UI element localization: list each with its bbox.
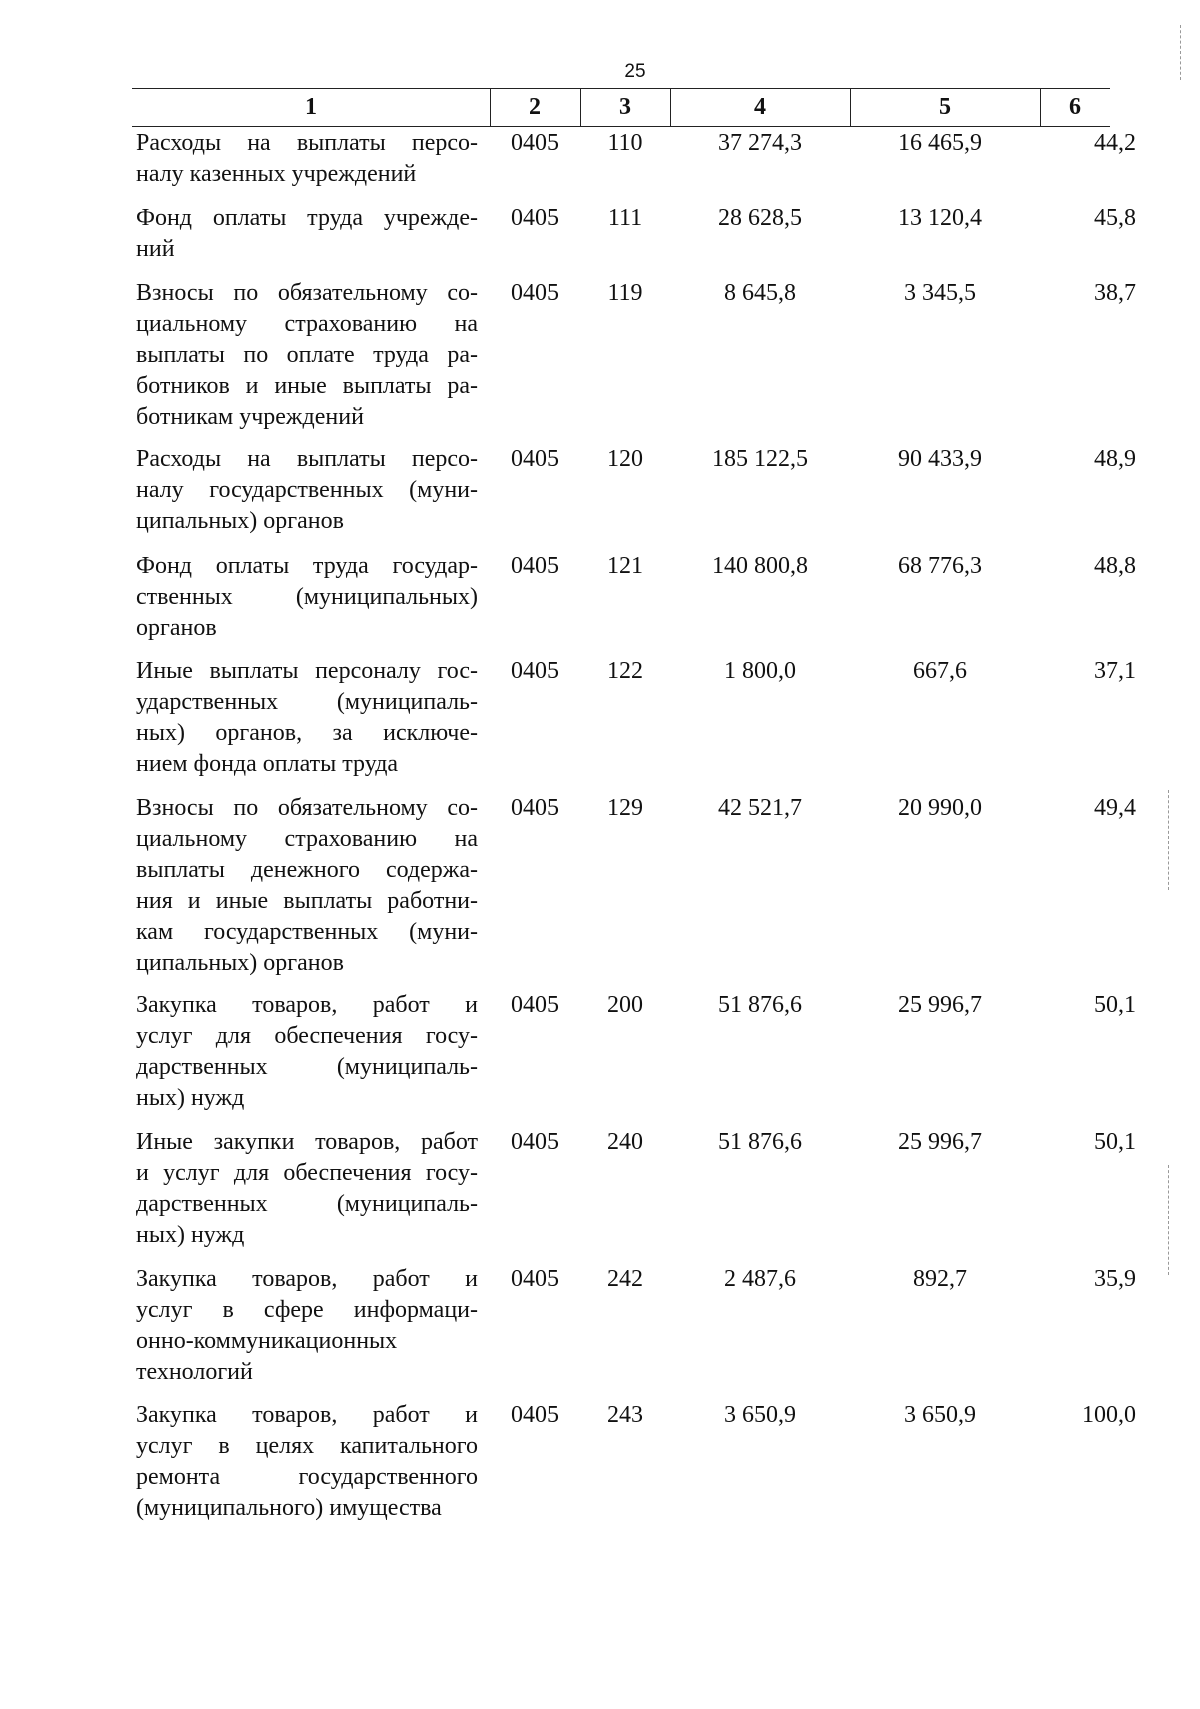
cell-code: 122: [607, 658, 643, 684]
cell-percent: 50,1: [1094, 1129, 1136, 1155]
cell-section: 0405: [511, 795, 559, 821]
description-line: Расходы на выплаты персо-: [136, 446, 478, 472]
cell-actual: 68 776,3: [898, 553, 982, 579]
cell-section: 0405: [511, 1266, 559, 1292]
description-line: органов: [136, 615, 217, 641]
cell-actual: 3 345,5: [904, 280, 976, 306]
cell-actual: 25 996,7: [898, 992, 982, 1018]
description-line: ния и иные выплаты работни-: [136, 888, 478, 914]
table-header: [132, 88, 1110, 127]
cell-section: 0405: [511, 130, 559, 156]
description-line: ботников и иные выплаты ра-: [136, 373, 478, 399]
description-line: Расходы на выплаты персо-: [136, 130, 478, 156]
cell-percent: 38,7: [1094, 280, 1136, 306]
description-line: ний: [136, 236, 175, 262]
cell-code: 121: [607, 553, 643, 579]
header-col-4: 4: [754, 94, 766, 120]
description-line: (муниципального) имущества: [136, 1495, 442, 1521]
description-line: дарственных (муниципаль-: [136, 1054, 478, 1080]
description-line: Фонд оплаты труда учрежде-: [136, 205, 478, 231]
cell-plan: 1 800,0: [724, 658, 796, 684]
cell-percent: 37,1: [1094, 658, 1136, 684]
cell-percent: 49,4: [1094, 795, 1136, 821]
cell-description: [136, 278, 478, 433]
description-line: выплаты по оплате труда ра-: [136, 342, 478, 368]
description-line: ципальных) органов: [136, 508, 344, 534]
description-line: услуг для обеспечения госу-: [136, 1023, 478, 1049]
cell-section: 0405: [511, 446, 559, 472]
cell-actual: 892,7: [913, 1266, 967, 1292]
header-col-5: 5: [939, 94, 951, 120]
cell-code: 129: [607, 795, 643, 821]
cell-actual: 20 990,0: [898, 795, 982, 821]
header-col-1: 1: [305, 94, 317, 120]
cell-actual: 25 996,7: [898, 1129, 982, 1155]
cell-percent: 50,1: [1094, 992, 1136, 1018]
cell-percent: 48,8: [1094, 553, 1136, 579]
cell-description: [136, 656, 478, 780]
cell-description: [136, 128, 478, 190]
description-line: циальному страхованию на: [136, 311, 478, 337]
description-line: Фонд оплаты труда государ-: [136, 553, 478, 579]
cell-plan: 2 487,6: [724, 1266, 796, 1292]
cell-description: [136, 1400, 478, 1524]
cell-percent: 48,9: [1094, 446, 1136, 472]
cell-code: 243: [607, 1402, 643, 1428]
cell-actual: 667,6: [913, 658, 967, 684]
header-col-6: 6: [1069, 94, 1081, 120]
cell-section: 0405: [511, 1402, 559, 1428]
description-line: ципальных) органов: [136, 950, 344, 976]
cell-percent: 35,9: [1094, 1266, 1136, 1292]
description-line: ных) органов, за исключе-: [136, 720, 478, 746]
description-line: ремонта государственного: [136, 1464, 478, 1490]
cell-section: 0405: [511, 1129, 559, 1155]
cell-section: 0405: [511, 658, 559, 684]
cell-description: [136, 793, 478, 979]
cell-description: [136, 1127, 478, 1251]
cell-plan: 42 521,7: [718, 795, 802, 821]
cell-plan: 3 650,9: [724, 1402, 796, 1428]
description-line: кам государственных (муни-: [136, 919, 478, 945]
cell-percent: 45,8: [1094, 205, 1136, 231]
cell-section: 0405: [511, 205, 559, 231]
cell-code: 242: [607, 1266, 643, 1292]
description-line: Закупка товаров, работ и: [136, 1402, 478, 1428]
description-line: дарственных (муниципаль-: [136, 1191, 478, 1217]
cell-actual: 90 433,9: [898, 446, 982, 472]
page-number: 25: [624, 61, 646, 82]
cell-section: 0405: [511, 280, 559, 306]
description-line: циальному страхованию на: [136, 826, 478, 852]
cell-actual: 16 465,9: [898, 130, 982, 156]
description-line: ных) нужд: [136, 1222, 245, 1248]
description-line: Взносы по обязательному со-: [136, 280, 478, 306]
description-line: Закупка товаров, работ и: [136, 1266, 478, 1292]
cell-description: [136, 444, 478, 537]
cell-code: 240: [607, 1129, 643, 1155]
description-line: Закупка товаров, работ и: [136, 992, 478, 1018]
cell-description: [136, 990, 478, 1114]
description-line: ных) нужд: [136, 1085, 245, 1111]
cell-actual: 3 650,9: [904, 1402, 976, 1428]
description-line: налу казенных учреждений: [136, 161, 417, 187]
description-line: и услуг для обеспечения госу-: [136, 1160, 478, 1186]
cell-code: 200: [607, 992, 643, 1018]
description-line: Иные закупки товаров, работ: [136, 1129, 478, 1155]
description-line: выплаты денежного содержа-: [136, 857, 478, 883]
header-col-2: 2: [529, 94, 541, 120]
description-line: ударственных (муниципаль-: [136, 689, 478, 715]
description-line: услуг в целях капитального: [136, 1433, 478, 1459]
cell-plan: 37 274,3: [718, 130, 802, 156]
cell-plan: 51 876,6: [718, 1129, 802, 1155]
cell-description: [136, 551, 478, 644]
cell-section: 0405: [511, 553, 559, 579]
cell-description: [136, 203, 478, 265]
cell-plan: 51 876,6: [718, 992, 802, 1018]
cell-plan: 140 800,8: [712, 553, 808, 579]
header-col-3: 3: [619, 94, 631, 120]
description-line: ботникам учреждений: [136, 404, 364, 430]
description-line: нием фонда оплаты труда: [136, 751, 399, 777]
cell-plan: 8 645,8: [724, 280, 796, 306]
description-line: ственных (муниципальных): [136, 584, 478, 610]
scan-margin-mark: [1168, 1165, 1169, 1275]
scan-margin-mark: [1168, 790, 1169, 890]
cell-plan: 185 122,5: [712, 446, 808, 472]
description-line: технологий: [136, 1359, 253, 1385]
cell-code: 111: [607, 205, 643, 231]
cell-plan: 28 628,5: [718, 205, 802, 231]
scan-margin-mark: [1180, 25, 1181, 80]
description-line: Иные выплаты персоналу гос-: [136, 658, 478, 684]
description-line: Взносы по обязательному со-: [136, 795, 478, 821]
cell-code: 119: [607, 280, 643, 306]
cell-code: 110: [607, 130, 643, 156]
cell-actual: 13 120,4: [898, 205, 982, 231]
cell-section: 0405: [511, 992, 559, 1018]
cell-percent: 100,0: [1082, 1402, 1136, 1428]
cell-percent: 44,2: [1094, 130, 1136, 156]
description-line: онно-коммуникационных: [136, 1328, 398, 1354]
description-line: налу государственных (муни-: [136, 477, 478, 503]
description-line: услуг в сфере информаци-: [136, 1297, 478, 1323]
cell-description: [136, 1264, 478, 1388]
cell-code: 120: [607, 446, 643, 472]
